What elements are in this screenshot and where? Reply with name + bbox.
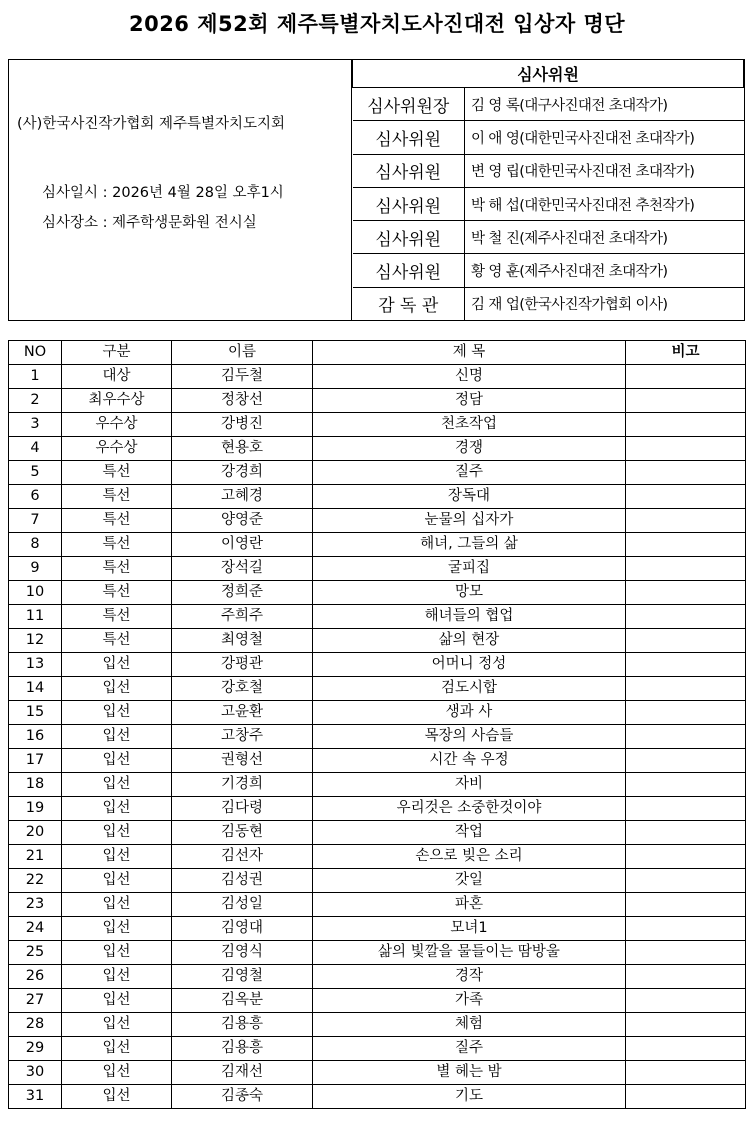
judges-table [352,60,744,320]
winner-category-cell: 입선 [62,893,172,917]
winner-no-cell: 10 [9,581,62,605]
winner-row [9,365,746,389]
judge-role: 심사위원 [353,221,465,254]
winner-row [9,1013,746,1037]
judging-date: 심사일시 : 2026년 4월 28일 오후1시 [42,185,284,201]
winner-no-cell: 1 [9,365,62,389]
winner-row [9,725,746,749]
winner-work-cell: 가족 [313,989,626,1013]
winner-name-cell: 김두철 [172,365,313,389]
winner-row [9,1061,746,1085]
winner-name-cell: 정창선 [172,389,313,413]
judge-name: 박 철 진(제주사진대전 초대작가) [465,221,744,254]
winner-work-cell: 신명 [313,365,626,389]
winner-name-cell: 고혜경 [172,485,313,509]
winner-category-cell: 특선 [62,533,172,557]
winner-name-cell: 강평관 [172,653,313,677]
winner-no-cell: 12 [9,629,62,653]
winner-work-cell: 체험 [313,1013,626,1037]
winner-name-cell: 김다령 [172,797,313,821]
winner-note-cell [626,821,746,845]
winner-note-cell [626,533,746,557]
winner-name-cell: 김동현 [172,821,313,845]
winner-row [9,581,746,605]
winner-note-cell [626,989,746,1013]
winner-no-cell: 3 [9,413,62,437]
winner-no-cell: 18 [9,773,62,797]
winner-work-cell: 우리것은 소중한것이야 [313,797,626,821]
judge-name: 변 영 립(대한민국사진대전 초대작가) [465,154,744,187]
judge-row [353,88,744,121]
winner-note-cell [626,797,746,821]
winner-no-cell: 2 [9,389,62,413]
winner-category-cell: 특선 [62,581,172,605]
winners-table [8,340,746,1109]
winner-note-cell [626,1085,746,1109]
winner-category-cell: 입선 [62,1085,172,1109]
winner-row [9,893,746,917]
winner-note-cell [626,509,746,533]
winner-row [9,653,746,677]
winner-work-cell: 경쟁 [313,437,626,461]
winner-name-cell: 김재선 [172,1061,313,1085]
winner-work-cell: 삶의 현장 [313,629,626,653]
winner-no-cell: 22 [9,869,62,893]
winner-work-cell: 기도 [313,1085,626,1109]
winner-category-cell: 입선 [62,941,172,965]
winner-work-cell: 장독대 [313,485,626,509]
winner-name-cell: 주희주 [172,605,313,629]
judge-role: 심사위원 [353,254,465,287]
winner-category-cell: 입선 [62,725,172,749]
winner-no-cell: 27 [9,989,62,1013]
winner-row [9,461,746,485]
winner-work-cell: 눈물의 십자가 [313,509,626,533]
winner-row [9,701,746,725]
winner-name-cell: 고윤환 [172,701,313,725]
winner-category-cell: 입선 [62,821,172,845]
winner-category-cell: 입선 [62,965,172,989]
winner-category-cell: 특선 [62,557,172,581]
winner-category-cell: 입선 [62,653,172,677]
winner-work-cell: 모녀1 [313,917,626,941]
judge-row [353,121,744,154]
winner-row [9,629,746,653]
judge-name: 박 해 섭(대한민국사진대전 추천작가) [465,187,744,220]
winner-note-cell [626,365,746,389]
judge-name: 이 애 영(대한민국사진대전 초대작가) [465,121,744,154]
winner-row [9,533,746,557]
winner-note-cell [626,965,746,989]
winner-name-cell: 김영철 [172,965,313,989]
winner-note-cell [626,1037,746,1061]
winner-name-cell: 현용호 [172,437,313,461]
winner-no-cell: 5 [9,461,62,485]
winner-no-cell: 21 [9,845,62,869]
winner-row [9,797,746,821]
winner-no-cell: 16 [9,725,62,749]
winner-work-cell: 시간 속 우정 [313,749,626,773]
judge-role: 감 독 관 [353,287,465,320]
winner-category-cell: 특선 [62,605,172,629]
winner-no-cell: 30 [9,1061,62,1085]
judge-role: 심사위원 [353,154,465,187]
winner-name-cell: 이영란 [172,533,313,557]
winner-row [9,677,746,701]
winner-category-cell: 입선 [62,1013,172,1037]
winners-header-row [9,341,746,365]
winner-no-cell: 28 [9,1013,62,1037]
winner-work-cell: 천초작업 [313,413,626,437]
winner-row [9,869,746,893]
winner-work-cell: 자비 [313,773,626,797]
winner-name-cell: 김용흥 [172,1013,313,1037]
winner-no-cell: 8 [9,533,62,557]
winner-work-cell: 굴피집 [313,557,626,581]
winner-category-cell: 입선 [62,917,172,941]
winner-name-cell: 강호철 [172,677,313,701]
winner-note-cell [626,869,746,893]
winner-name-cell: 정희준 [172,581,313,605]
info-panel [8,59,745,321]
winner-no-cell: 14 [9,677,62,701]
winner-name-cell: 김선자 [172,845,313,869]
judging-place: 심사장소 : 제주학생문화원 전시실 [42,215,257,231]
winner-row [9,413,746,437]
winner-category-cell: 입선 [62,869,172,893]
winner-category-cell: 입선 [62,749,172,773]
winner-no-cell: 26 [9,965,62,989]
winner-name-cell: 김성권 [172,869,313,893]
winner-row [9,989,746,1013]
winner-no-cell: 19 [9,797,62,821]
winner-row [9,965,746,989]
winner-name-cell: 기경희 [172,773,313,797]
winner-row [9,509,746,533]
winner-no-cell: 24 [9,917,62,941]
contest-info [9,60,352,320]
winner-row [9,1085,746,1109]
winner-no-cell: 4 [9,437,62,461]
winner-row [9,1037,746,1061]
winner-row [9,821,746,845]
winner-note-cell [626,773,746,797]
winner-work-cell: 검도시합 [313,677,626,701]
winner-name-cell: 권형선 [172,749,313,773]
winner-note-cell [626,485,746,509]
winner-row [9,845,746,869]
winner-work-cell: 삶의 빛깔을 물들이는 땀방울 [313,941,626,965]
winner-category-cell: 최우수상 [62,389,172,413]
winner-name-cell: 김옥분 [172,989,313,1013]
winner-work-cell: 손으로 빚은 소리 [313,845,626,869]
winner-note-cell [626,1013,746,1037]
judge-name: 김 재 업(한국사진작가협회 이사) [465,287,744,320]
winner-row [9,557,746,581]
winner-name-cell: 최영철 [172,629,313,653]
winner-row [9,917,746,941]
col-header-category: 구분 [62,341,172,365]
winner-note-cell [626,461,746,485]
winner-category-cell: 입선 [62,797,172,821]
winner-work-cell: 정담 [313,389,626,413]
judge-role: 심사위원 [353,187,465,220]
col-header-note: 비고 [626,341,746,365]
page-title: 2026 제52회 제주특별자치도사진대전 입상자 명단 [128,12,626,36]
winner-category-cell: 입선 [62,845,172,869]
winner-name-cell: 김성일 [172,893,313,917]
winner-category-cell: 특선 [62,509,172,533]
winner-note-cell [626,437,746,461]
winner-name-cell: 강병진 [172,413,313,437]
winner-work-cell: 별 헤는 밤 [313,1061,626,1085]
winner-note-cell [626,677,746,701]
winner-no-cell: 31 [9,1085,62,1109]
judge-row [353,287,744,320]
winner-note-cell [626,557,746,581]
winner-category-cell: 우수상 [62,437,172,461]
winner-category-cell: 입선 [62,1061,172,1085]
winner-work-cell: 갓일 [313,869,626,893]
winner-name-cell: 김용흥 [172,1037,313,1061]
winner-row [9,941,746,965]
winner-name-cell: 김영대 [172,917,313,941]
judge-name: 김 영 록(대구사진대전 초대작가) [465,88,744,121]
winner-category-cell: 입선 [62,773,172,797]
winner-row [9,773,746,797]
winner-row [9,749,746,773]
winner-category-cell: 입선 [62,1037,172,1061]
col-header-work: 제 목 [313,341,626,365]
winner-no-cell: 7 [9,509,62,533]
winner-no-cell: 6 [9,485,62,509]
winner-work-cell: 질주 [313,461,626,485]
winner-work-cell: 해녀, 그들의 삶 [313,533,626,557]
winner-note-cell [626,845,746,869]
winner-work-cell: 파혼 [313,893,626,917]
winner-row [9,485,746,509]
winner-work-cell: 작업 [313,821,626,845]
winner-name-cell: 양영준 [172,509,313,533]
col-header-no: NO [9,341,62,365]
winner-no-cell: 13 [9,653,62,677]
winner-note-cell [626,605,746,629]
winner-category-cell: 특선 [62,485,172,509]
winner-note-cell [626,389,746,413]
winner-work-cell: 생과 사 [313,701,626,725]
winner-note-cell [626,917,746,941]
col-header-name: 이름 [172,341,313,365]
winner-note-cell [626,653,746,677]
winner-category-cell: 특선 [62,629,172,653]
winner-no-cell: 15 [9,701,62,725]
winner-note-cell [626,701,746,725]
judge-row [353,254,744,287]
winner-name-cell: 김종숙 [172,1085,313,1109]
winner-category-cell: 대상 [62,365,172,389]
winner-note-cell [626,1061,746,1085]
winner-work-cell: 질주 [313,1037,626,1061]
judges-header-row [353,60,744,88]
judge-name: 황 영 훈(제주사진대전 초대작가) [465,254,744,287]
winner-no-cell: 9 [9,557,62,581]
winner-work-cell: 어머니 정성 [313,653,626,677]
winner-no-cell: 23 [9,893,62,917]
winner-note-cell [626,725,746,749]
judge-role: 심사위원장 [353,88,465,121]
winner-no-cell: 29 [9,1037,62,1061]
winner-row [9,605,746,629]
judge-row [353,221,744,254]
winner-name-cell: 장석길 [172,557,313,581]
judges-header: 심사위원 [353,60,744,88]
winner-category-cell: 입선 [62,677,172,701]
winner-work-cell: 해녀들의 협업 [313,605,626,629]
winner-note-cell [626,581,746,605]
winner-category-cell: 우수상 [62,413,172,437]
winner-no-cell: 20 [9,821,62,845]
winner-note-cell [626,749,746,773]
winner-note-cell [626,629,746,653]
winner-note-cell [626,413,746,437]
winner-work-cell: 목장의 사슴들 [313,725,626,749]
winner-name-cell: 고창주 [172,725,313,749]
winner-no-cell: 11 [9,605,62,629]
judge-role: 심사위원 [353,121,465,154]
winner-name-cell: 김영식 [172,941,313,965]
winner-note-cell [626,941,746,965]
judge-row [353,187,744,220]
winner-row [9,389,746,413]
winner-work-cell: 경작 [313,965,626,989]
winner-note-cell [626,893,746,917]
winner-no-cell: 25 [9,941,62,965]
winner-category-cell: 입선 [62,989,172,1013]
organization-name: (사)한국사진작가협회 제주특별자치도지회 [17,116,286,132]
winner-no-cell: 17 [9,749,62,773]
winner-name-cell: 강경희 [172,461,313,485]
winner-row [9,437,746,461]
winner-work-cell: 망모 [313,581,626,605]
judge-row [353,154,744,187]
winner-category-cell: 입선 [62,701,172,725]
winner-category-cell: 특선 [62,461,172,485]
